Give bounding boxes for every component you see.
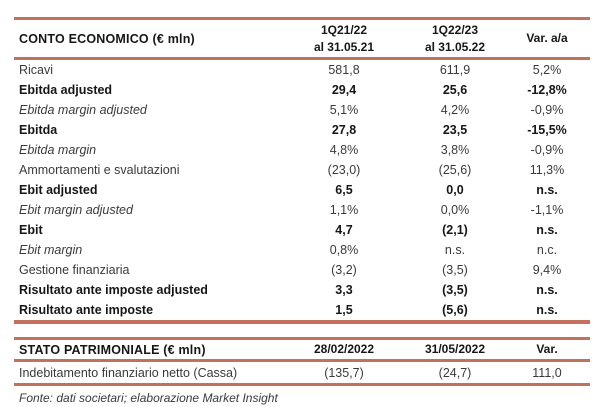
value-period2: (25,6) xyxy=(438,163,472,177)
table-row xyxy=(14,280,590,300)
column-header-date1: 28/02/2022 xyxy=(313,342,375,357)
value-period1: 3,3 xyxy=(335,283,353,297)
balance-sheet-table xyxy=(14,337,590,386)
row-label: Ebitda margin xyxy=(19,143,97,157)
income-statement-body xyxy=(14,60,590,324)
value-period1: 1,1% xyxy=(329,203,359,217)
table-row xyxy=(14,300,590,320)
value-period2: 25,6 xyxy=(442,83,468,97)
row-label: Ebit adjusted xyxy=(19,183,98,197)
value-period1: 5,1% xyxy=(329,103,359,117)
value-date1: (135,7) xyxy=(324,365,364,380)
value-period1: 581,8 xyxy=(328,63,360,77)
value-period1: 29,4 xyxy=(331,83,357,97)
table-row xyxy=(14,120,590,140)
table-row xyxy=(14,260,590,280)
value-variation: n.s. xyxy=(536,283,558,297)
value-period2: 3,8% xyxy=(440,143,470,157)
value-period1: (23,0) xyxy=(327,163,361,177)
table-row xyxy=(14,180,590,200)
table-row xyxy=(14,160,590,180)
value-period1: (3,2) xyxy=(331,263,357,277)
row-label: Ebit xyxy=(19,223,43,237)
table-row xyxy=(14,80,590,100)
value-variation: -1,1% xyxy=(530,203,564,217)
row-label: Risultato ante imposte xyxy=(19,303,154,317)
balance-sheet-body xyxy=(14,362,590,386)
value-period2: 4,2% xyxy=(440,103,470,117)
value-variation: n.s. xyxy=(536,303,558,317)
row-label: Indebitamento finanziario netto (Cassa) xyxy=(19,365,238,380)
table-row xyxy=(14,60,590,80)
value-period2: 611,9 xyxy=(439,63,471,77)
table-row xyxy=(14,220,590,240)
value-variation: -0,9% xyxy=(530,143,564,157)
source-note: Fonte: dati societari; elaborazione Market Insight xyxy=(19,391,278,405)
value-period1: 0,8% xyxy=(329,243,359,257)
value-period1: 1,5 xyxy=(335,303,353,317)
table-row xyxy=(14,200,590,220)
balance-sheet-header xyxy=(14,337,590,362)
value-period2: (2,1) xyxy=(442,223,468,237)
income-statement-table xyxy=(14,17,590,324)
value-period1: 6,5 xyxy=(335,183,353,197)
value-variation: -15,5% xyxy=(527,123,567,137)
income-statement-header xyxy=(14,17,590,60)
column-header-date2: 31/05/2022 xyxy=(424,342,486,357)
income-statement-title: CONTO ECONOMICO (€ mln) xyxy=(19,31,195,46)
value-variation: 5,2% xyxy=(532,63,562,77)
row-label: Ebit margin xyxy=(19,243,83,257)
value-variation: n.s. xyxy=(536,223,558,237)
value-variation: -0,9% xyxy=(530,103,564,117)
value-period2: 0,0 xyxy=(446,183,464,197)
row-label: Gestione finanziaria xyxy=(19,263,130,277)
value-period2: 23,5 xyxy=(442,123,468,137)
value-date2: (24,7) xyxy=(438,365,472,380)
value-period2: (3,5) xyxy=(442,263,468,277)
value-period2: 0,0% xyxy=(440,203,470,217)
table-row xyxy=(14,362,590,383)
column-header-variation: Var. xyxy=(536,342,558,357)
balance-sheet-title: STATO PATRIMONIALE (€ mln) xyxy=(19,342,206,357)
value-variation: 11,3% xyxy=(529,163,565,177)
value-period1: 27,8 xyxy=(331,123,357,137)
value-period2: (5,6) xyxy=(442,303,468,317)
row-label: Ebitda xyxy=(19,123,58,137)
row-label: Ebitda margin adjusted xyxy=(19,103,147,117)
row-label: Ammortamenti e svalutazioni xyxy=(19,163,180,177)
column-header-period1: 1Q21/22 al 31.05.21 xyxy=(313,22,375,54)
value-period1: 4,8% xyxy=(329,143,359,157)
column-header-period2: 1Q22/23 al 31.05.22 xyxy=(424,22,486,54)
column-header-variation: Var. a/a xyxy=(526,31,568,46)
row-label: Ebitda adjusted xyxy=(19,83,113,97)
value-period2: n.s. xyxy=(444,243,466,257)
row-label: Ebit margin adjusted xyxy=(19,203,133,217)
row-label: Ricavi xyxy=(19,63,54,77)
row-label: Risultato ante imposte adjusted xyxy=(19,283,208,297)
table-row xyxy=(14,100,590,120)
value-variation: n.c. xyxy=(536,243,558,257)
value-variation: 9,4% xyxy=(532,263,562,277)
value-variation: -12,8% xyxy=(527,83,567,97)
table-row xyxy=(14,240,590,260)
value-variation: 111,0 xyxy=(532,365,562,380)
value-period2: (3,5) xyxy=(442,283,468,297)
value-period1: 4,7 xyxy=(335,223,353,237)
value-variation: n.s. xyxy=(536,183,558,197)
table-row xyxy=(14,140,590,160)
